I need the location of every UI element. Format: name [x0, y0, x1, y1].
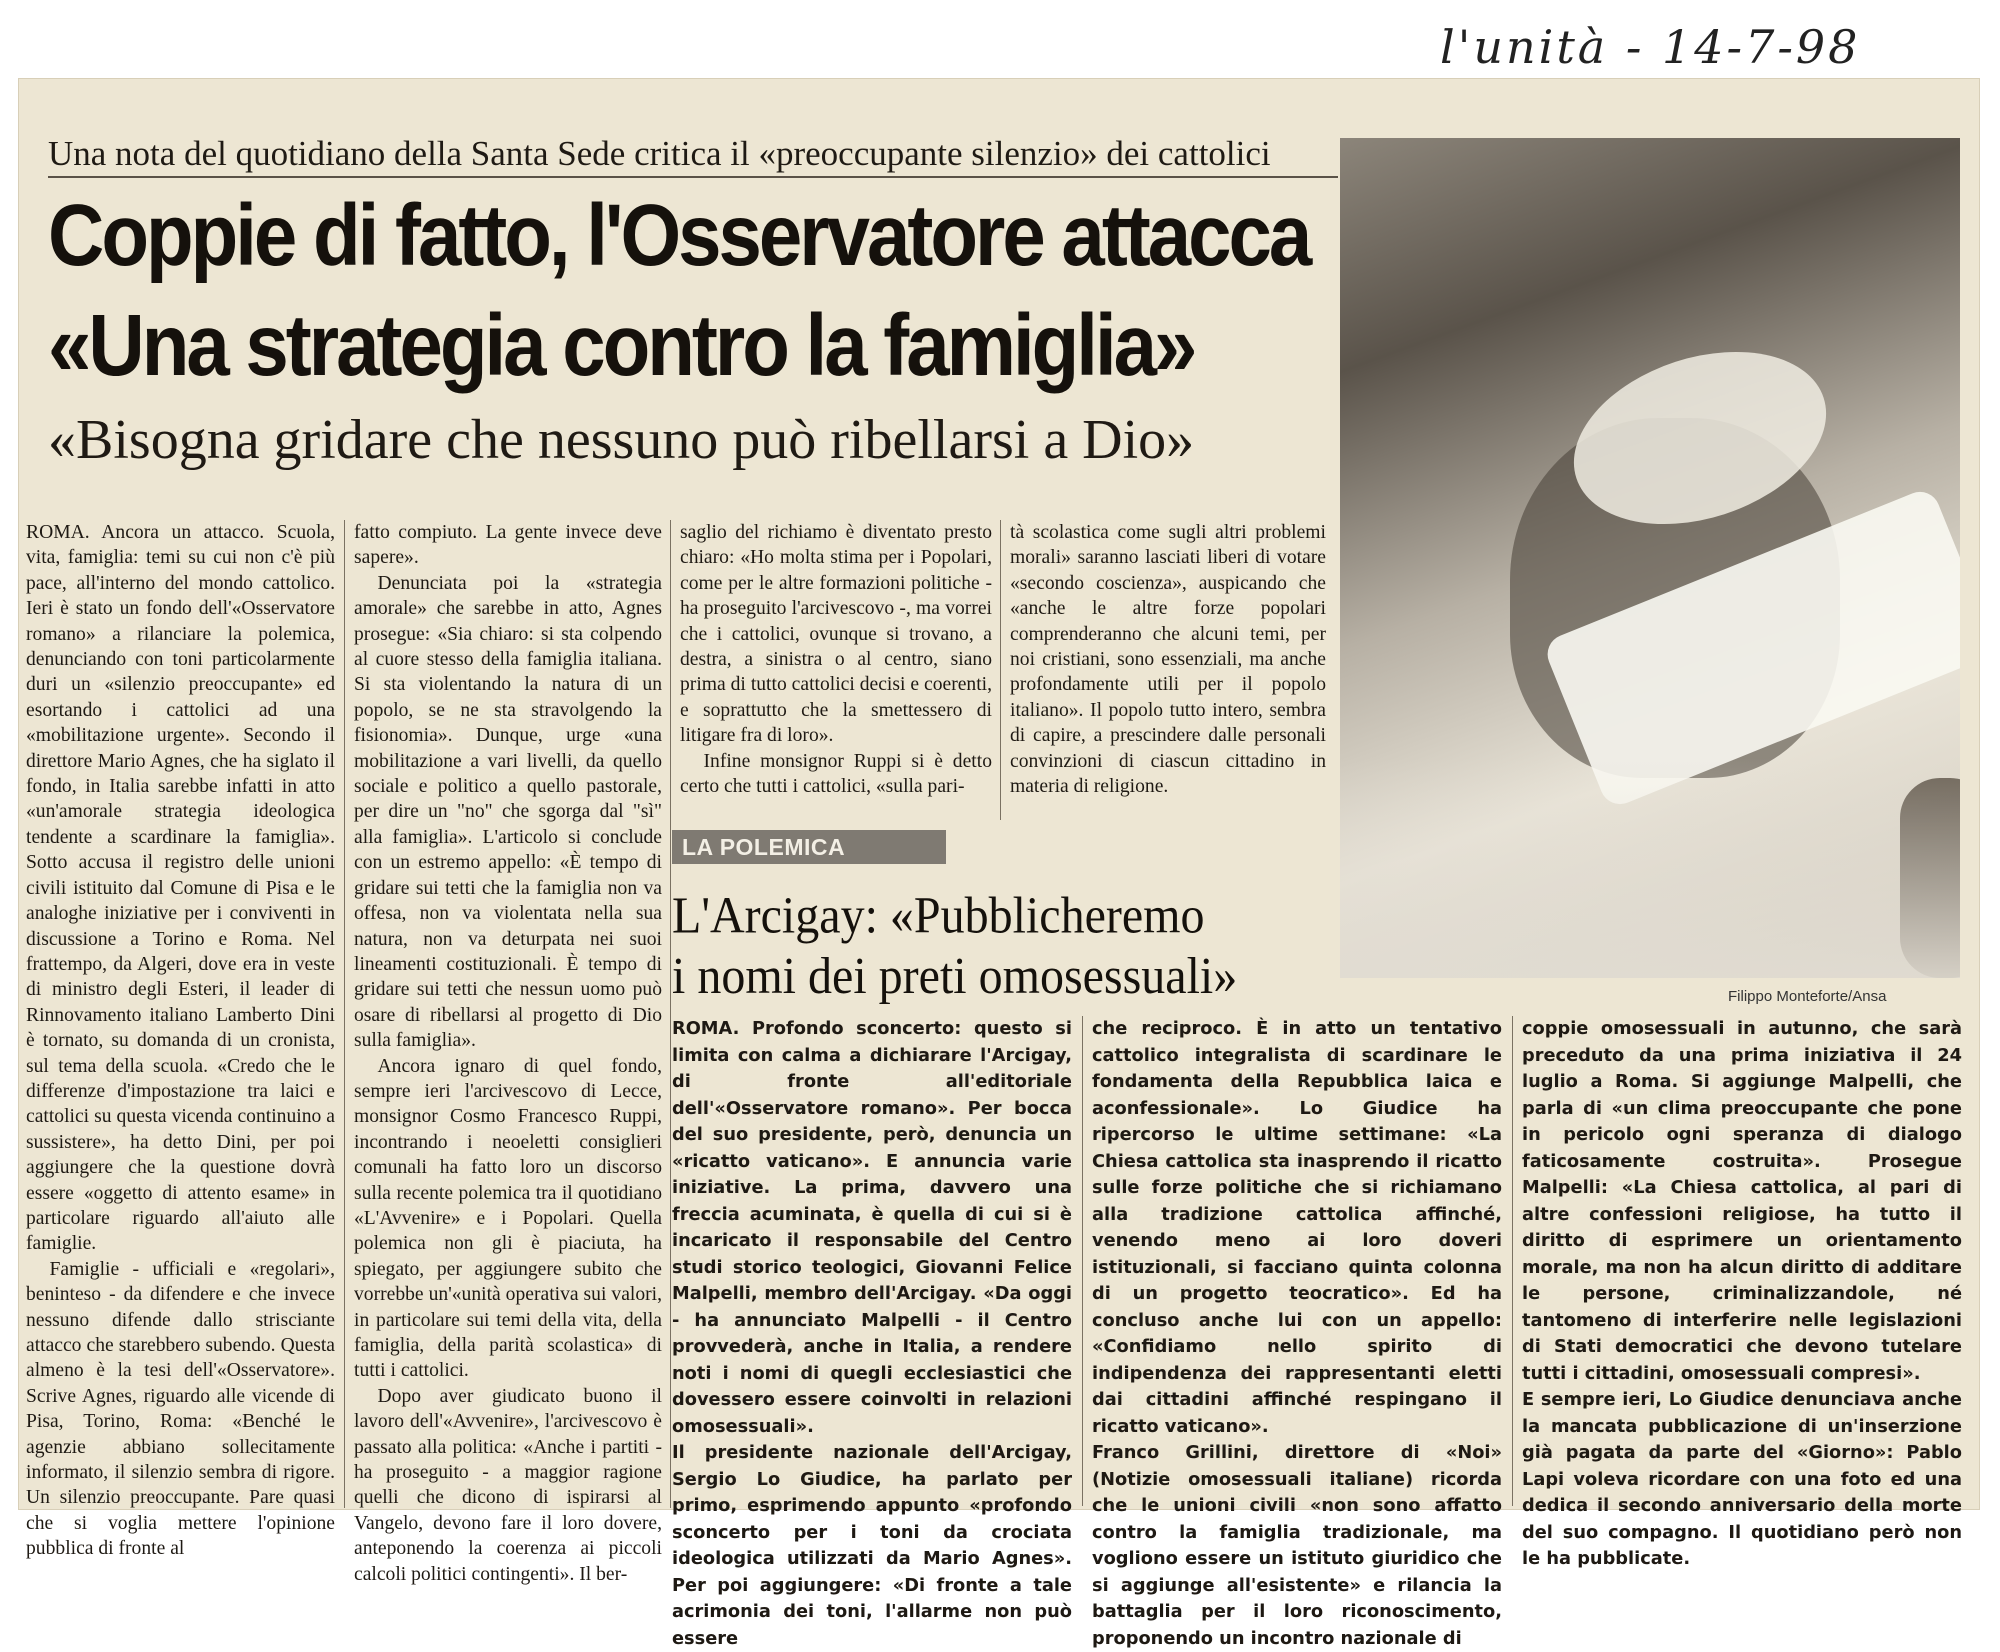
- paragraph: Dopo aver giudicato buono il lavoro dell'«Avvenire», l'arcivescovo è passato alla politica: «Anche i partiti - ha proseguito - a maggior ragione quelli che dicono di ispirarsi al Vangelo, devono fare il loro dovere, anteponendo la coerenza ai piccoli calcoli politici contingenti». Il ber-: [354, 1385, 662, 1585]
- sidebar-headline-line-1: L'Arcigay: «Pubblicheremo: [672, 887, 1205, 945]
- article-column-1: [26, 520, 335, 1562]
- sidebar-column-1: [672, 1016, 1072, 1652]
- paragraph: saglio del richiamo è diventato presto chiaro: «Ho molta stima per i Popolari, come per le altre formazioni politiche - ha proseguito l'arcivescovo -, ma vorrei che i cattolici, ovunque si trovano, a destra, a sinistra o al centro, siano prima di tutto cattolici decisi e coerenti, e soprattutto che la smettessero di litigare fra di loro».: [680, 522, 992, 747]
- handwritten-date-note: l'unità - 14-7-98: [1440, 20, 1861, 74]
- column-divider: [1082, 1016, 1083, 1506]
- article-photo: [1340, 138, 1960, 978]
- column-divider: [1512, 1016, 1513, 1506]
- paragraph: Il presidente nazionale dell'Arcigay, Sergio Lo Giudice, ha parlato per primo, esprimendo appunto «profondo sconcerto per i toni da crociata ideologica utilizzati da Mario Agnes». Per poi aggiungere: «Di fronte a tale acrimonia dei toni, l'allarme non può essere: [672, 1442, 1072, 1649]
- article-column-3: [680, 520, 992, 799]
- sidebar-column-2: [1092, 1016, 1502, 1652]
- headline-line-2: «Una strategia contro la famiglia»: [48, 295, 1195, 394]
- paragraph: che reciproco. È in atto un tentativo cattolico integralista di scardinare le fondamenta della Repubblica laica e aconfessionale». Lo Giudice ha ripercorso le ultime settimane: «La Chiesa cattolica sta inasprendo il ricatto sulle forze politiche che si richiamano alla tradizione cattolica affinché, venendo meno ai loro doveri istituzionali, si facciano quinta colonna di un progetto teocratico». Ed ha concluso anche lui con un appello: «Confidiamo nello spirito di indipendenza dei rappresentanti eletti dai cittadini affinché respingano il ricatto vaticano».: [1092, 1018, 1502, 1437]
- paragraph: Infine monsignor Ruppi si è detto certo che tutti i cattolici, «sulla pari-: [680, 750, 992, 798]
- paragraph: ROMA. Ancora un attacco. Scuola, vita, famiglia: temi su cui non c'è più pace, all'interno del mondo cattolico. Ieri è stato un fondo dell'«Osservatore romano» a rilanciare la polemica, denunciando con toni particolarmente duri un «silenzio preoccupante» ed esortando i cattolici ad una «mobilitazione urgente». Secondo il direttore Mario Agnes, che ha siglato il fondo, in Italia sarebbe infatti in atto «un'amorale strategia ideologica tendente a scardinare la famiglia». Sotto accusa il registro delle unioni civili istituito dal Comune di Pisa e le analoghe iniziative per i conviventi in discussione a Torino e Roma. Nel frattempo, da Algeri, dove era in veste di ministro degli Esteri, il leader di Rinnovamento italiano Lamberto Dini è tornato, su domanda di un cronista, sul tema della scuola. «Credo che le differenze d'impostazione tra laici e cattolici su questa vicenda continuino a sussistere», ha detto Dini, per poi aggiungere che la questione dovrà essere «oggetto di attento esame» in particolare riguardo all'aiuto alle famiglie.: [26, 522, 336, 1255]
- paragraph: Ancora ignaro di quel fondo, sempre ieri l'arcivescovo di Lecce, monsignor Cosmo Francesco Ruppi, incontrando i neoeletti consiglieri comunali ha fatto loro un discorso sulla recente polemica tra il quotidiano «L'Avvenire» e i Popolari. Quella polemica non gli è piaciuta, ha spiegato, per aggiungere subito che vorrebbe un'«unità operativa sui valori, in particolare sui temi della vita, della famiglia, della parità scolastica» di tutti i cattolici.: [354, 1055, 662, 1382]
- paragraph: tà scolastica come sugli altri problemi morali» saranno lasciati liberi di votare «secondo coscienza», auspicando che «anche le altre forze popolari comprenderanno che alcuni temi, per noi cristiani, sono essenziali, ma anche profondamente utili per il popolo italiano». Il popolo tutto intero, sembra di capire, a prescindere dalle personali convinzioni di ciascun cittadino in materia di religione.: [1010, 522, 1326, 798]
- photo-credit: Filippo Monteforte/Ansa: [1728, 988, 1887, 1005]
- paragraph: ROMA. Profondo sconcerto: questo si limita con calma a dichiarare l'Arcigay, di fronte all'editoriale dell'«Osservatore romano». Per bocca del suo presidente, però, denuncia un «ricatto vaticano». E annuncia varie iniziative. La prima, davvero una freccia acuminata, è quella di cui si è incaricato il responsabile del Centro studi storico teologici, Giovanni Felice Malpelli, membro dell'Arcigay. «Da oggi - ha annunciato Malpelli - il Centro provvederà, anche in Italia, a rendere noti i nomi di quegli ecclesiastici che dovessero essere coinvolti in relazioni omosessuali».: [672, 1018, 1072, 1437]
- paragraph: E sempre ieri, Lo Giudice denunciava anche la mancata pubblicazione di un'inserzione già pagata da parte del «Giorno»: Pablo Lapi voleva ricordare con una foto ed una dedica il secondo anniversario della morte del suo compagno. Il quotidiano però non le ha pubblicate.: [1522, 1389, 1962, 1569]
- paragraph: Denunciata poi la «strategia amorale» che sarebbe in atto, Agnes prosegue: «Sia chiaro: si sta colpendo al cuore stesso della famiglia italiana. Si sta violentando la natura di un popolo, se ne sta stravolgendo la fisionomia». Dunque, urge «una mobilitazione a vari livelli, da quello sociale e politico a quello pastorale, per dire un "no" che sgorga dal "sì" alla famiglia». L'articolo si conclude con un estremo appello: «È tempo di gridare sui tetti che la famiglia non va offesa, non va violentata nella sua natura, non va deturpata nei suoi lineamenti costituzionali. È tempo di gridare sui tetti che nessun uomo può osare di ribellarsi al progetto di Dio sulla famiglia».: [354, 572, 662, 1052]
- paragraph: Famiglie - ufficiali e «regolari», beninteso - da difendere e che invece nessuno difende dallo strisciante attacco che starebbero subendo. Questa almeno è la tesi dell'«Osservatore». Scrive Agnes, riguardo alle vicende di Pisa, Torino, Roma: «Benché le agenzie abbiano sollecitamente informato, il silenzio sembra di rigore. Un silenzio preoccupante. Pare quasi che si voglia mettere l'opinione pubblica di fronte al: [26, 1258, 335, 1560]
- newspaper-clipping: [18, 78, 1980, 1649]
- column-divider: [1000, 520, 1001, 820]
- paragraph: Franco Grillini, direttore di «Noi» (Notizie omosessuali italiane) ricorda che le unioni civili «non sono affatto contro la famiglia tradizionale, ma vogliono essere un istituto giuridico che si aggiunge all'esistente» e rilancia la battaglia per il loro riconoscimento, proponendo un incontro nazionale di: [1092, 1442, 1502, 1649]
- headline-line-1: Coppie di fatto, l'Osservatore attacca: [48, 185, 1310, 285]
- article-column-4: [1010, 520, 1326, 799]
- sidebar-column-3: [1522, 1016, 1962, 1573]
- dateline: ROMA.: [26, 522, 90, 543]
- sidebar-headline-line-2: i nomi dei preti omosessuali»: [672, 947, 1238, 1005]
- article-column-2: [354, 520, 662, 1587]
- paragraph: fatto compiuto. La gente invece deve sapere».: [354, 522, 662, 569]
- article-headline: [48, 180, 1348, 400]
- sidebar-headline: [672, 886, 1312, 1007]
- column-divider: [344, 520, 345, 1508]
- article-subheadline: «Bisogna gridare che nessuno può ribellarsi a Dio»: [48, 409, 1195, 471]
- paragraph: coppie omosessuali in autunno, che sarà preceduto da una prima iniziativa il 24 luglio a Roma. Si aggiunge Malpelli, che parla di «un clima preoccupante che pone in pericolo ogni speranza di dialogo faticosamente costruita». Prosegue Malpelli: «La Chiesa cattolica, al pari di altre confessioni religiose, ha tutto il diritto di esprimere un orientamento morale, ma non ha alcun diritto di additare le persone, criminalizzandole, né tantomeno di interferire nelle legislazioni di Stati democratici che devono tutelare tutti i cittadini, omosessuali compresi».: [1522, 1018, 1962, 1384]
- section-label: LA POLEMICA: [672, 830, 946, 864]
- column-divider: [670, 520, 671, 1508]
- article-kicker: Una nota del quotidiano della Santa Sede critica il «preoccupante silenzio» dei cattolici: [48, 134, 1338, 178]
